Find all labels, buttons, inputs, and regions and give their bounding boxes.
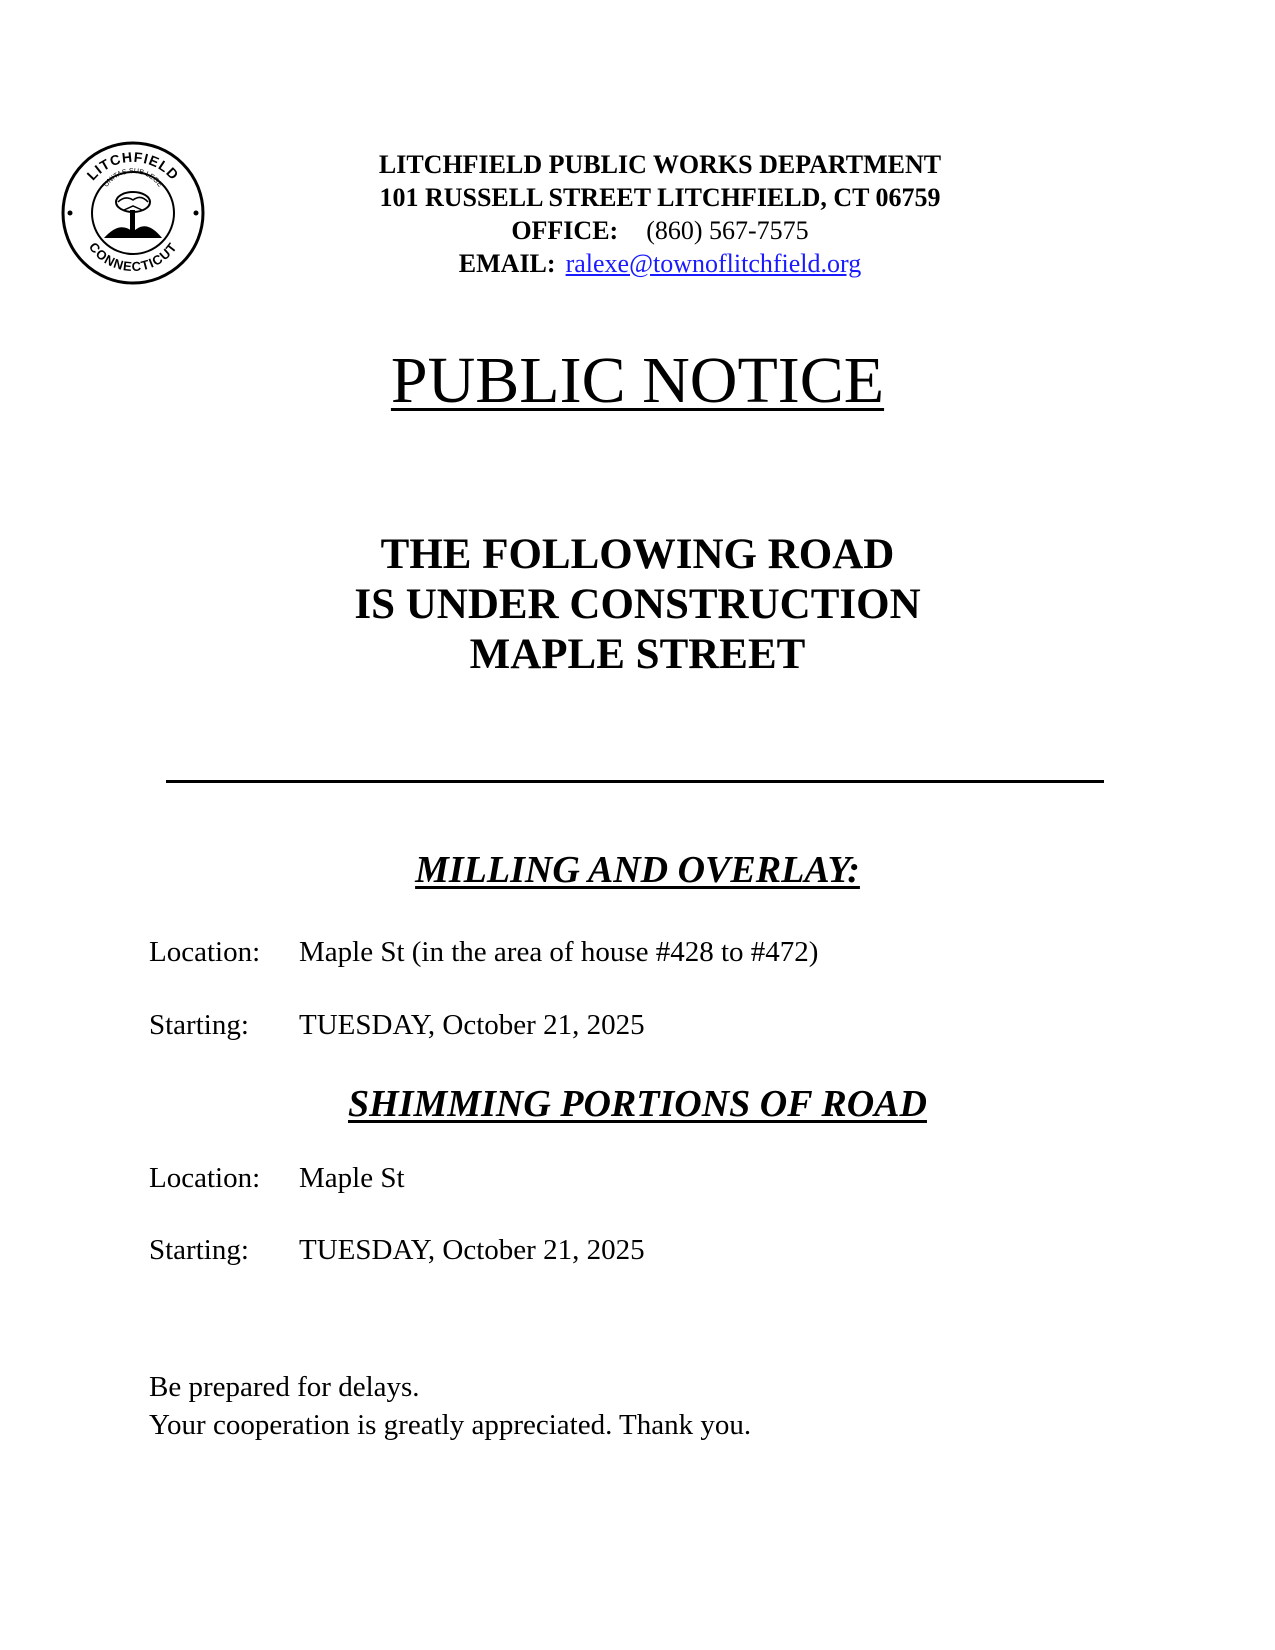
closing-message xyxy=(149,1368,751,1444)
divider-line xyxy=(166,780,1104,783)
department-name: LITCHFIELD PUBLIC WORKS DEPARTMENT xyxy=(378,150,942,179)
location-value: Maple St xyxy=(299,1162,405,1194)
svg-text:LITCHFIELD: LITCHFIELD xyxy=(83,148,183,184)
office-label: OFFICE: xyxy=(511,216,619,245)
starting-label: Starting: xyxy=(149,1234,249,1266)
section-heading-shimming: SHIMMING PORTIONS OF ROAD xyxy=(348,1083,927,1125)
closing-line-1: Be prepared for delays. xyxy=(149,1371,420,1403)
letterhead xyxy=(300,148,1020,280)
road-announcement xyxy=(0,530,1275,680)
section-heading-milling: MILLING AND OVERLAY: xyxy=(415,849,860,891)
starting-label: Starting: xyxy=(149,1009,249,1041)
road-line-1: THE FOLLOWING ROAD xyxy=(380,531,895,578)
shimming-location-row xyxy=(149,1160,405,1196)
email-label: EMAIL: xyxy=(458,249,556,278)
starting-value: TUESDAY, October 21, 2025 xyxy=(299,1234,645,1266)
office-line xyxy=(300,214,1020,247)
location-label: Location: xyxy=(149,1162,261,1194)
svg-text:UNITAS SUB LEGE: UNITAS SUB LEGE xyxy=(102,167,164,189)
road-line-2: IS UNDER CONSTRUCTION xyxy=(354,581,921,628)
svg-text:CONNECTICUT: CONNECTICUT xyxy=(85,239,181,275)
page-title: PUBLIC NOTICE xyxy=(390,344,885,417)
milling-location-row xyxy=(149,934,818,970)
location-value: Maple St (in the area of house #428 to #472) xyxy=(299,936,819,968)
starting-value: TUESDAY, October 21, 2025 xyxy=(299,1009,645,1041)
shimming-starting-row xyxy=(149,1232,645,1268)
road-name: MAPLE STREET xyxy=(469,631,806,678)
closing-line-2: Your cooperation is greatly appreciated. Thank you. xyxy=(149,1409,752,1441)
email-link[interactable]: ralexe@townoflitchfield.org xyxy=(565,249,862,278)
location-label: Location: xyxy=(149,936,261,968)
town-seal-logo xyxy=(60,140,206,286)
milling-starting-row xyxy=(149,1007,645,1043)
department-address: 101 RUSSELL STREET LITCHFIELD, CT 06759 xyxy=(379,183,941,212)
email-line xyxy=(300,247,1020,280)
office-phone: (860) 567-7575 xyxy=(646,216,809,245)
